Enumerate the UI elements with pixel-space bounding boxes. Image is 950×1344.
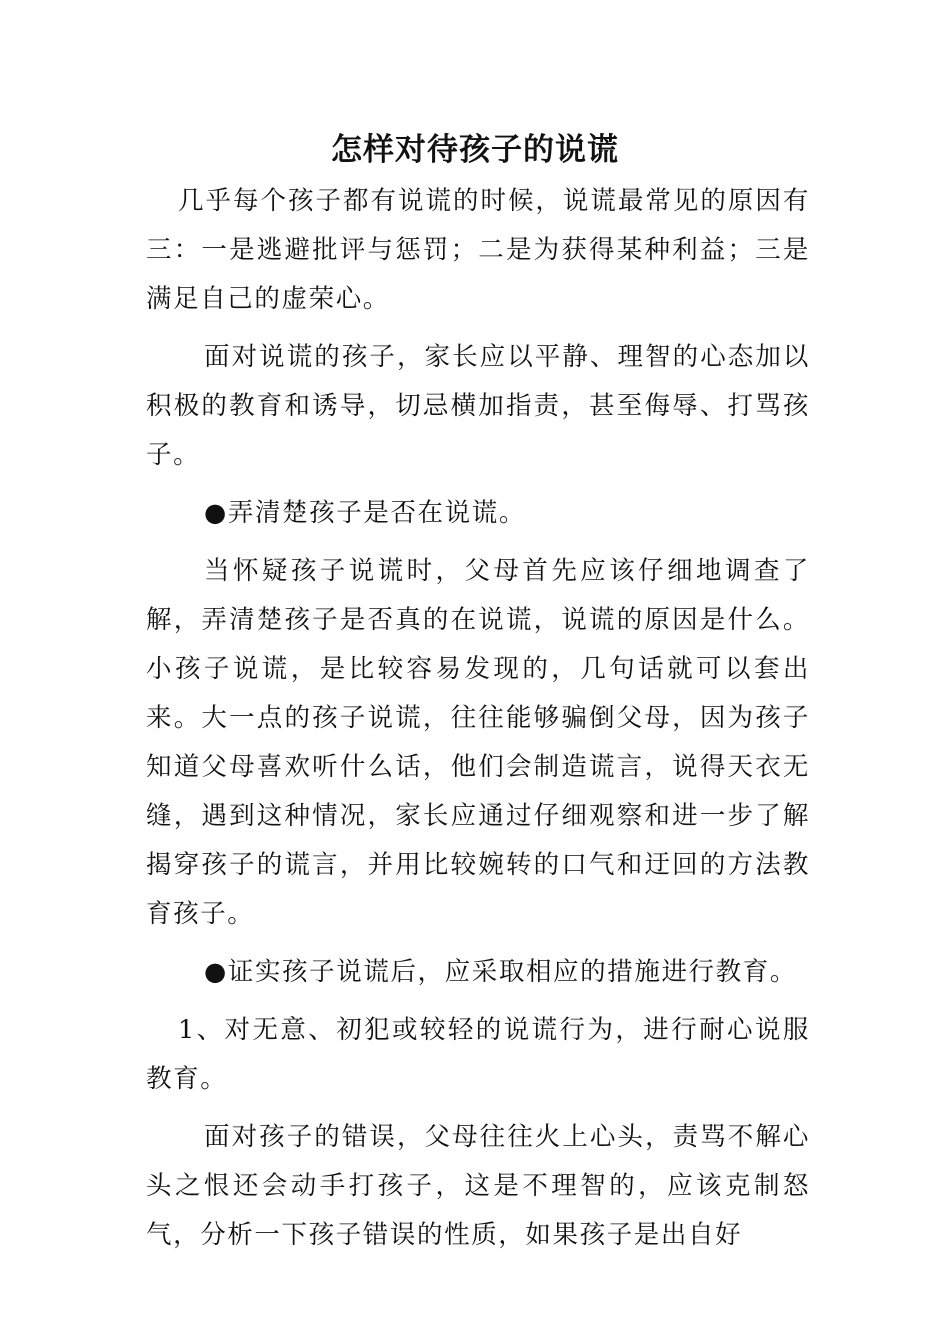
paragraph-control-anger: 面对孩子的错误，父母往往火上心头，责骂不解心头之恨还会动手打孩子，这是不理智的，应该克制怒气，分析一下孩子错误的性质，如果孩子是出自好 [146, 1122, 810, 1250]
document-title: 怎样对待孩子的说谎 [331, 132, 619, 168]
document-body [146, 177, 810, 1269]
paragraph-investigate: 当怀疑孩子说谎时，父母首先应该仔细地调查了解，弄清楚孩子是否真的在说谎，说谎的原因是什么。小孩子说谎，是比较容易发现的，几句话就可以套出来。大一点的孩子说谎，往往能够骗倒父母，因为孩子知道父母喜欢听什么话，他们会制造谎言，说得天衣无缝，遇到这种情况，家长应通过仔细观察和进一步了解揭穿孩子的谎言，并用比较婉转的口气和迂回的方法教育孩子。 [146, 556, 810, 929]
paragraph-calm-response: 面对说谎的孩子，家长应以平静、理智的心态加以积极的教育和诱导，切忌横加指责，甚至侮辱、打骂孩子。 [146, 342, 810, 470]
bullet-take-measures: ●证实孩子说谎后，应采取相应的措施进行教育。 [204, 957, 797, 987]
paragraph-reasons-for-lying: 几乎每个孩子都有说谎的时候，说谎最常见的原因有三：一是逃避批评与惩罚；二是为获得某种利益；三是满足自己的虚荣心。 [146, 186, 810, 314]
bullet-find-out-lying: ●弄清楚孩子是否在说谎。 [204, 498, 526, 528]
item-1-patient-education: 1、对无意、初犯或较轻的说谎行为，进行耐心说服教育。 [146, 1015, 810, 1094]
